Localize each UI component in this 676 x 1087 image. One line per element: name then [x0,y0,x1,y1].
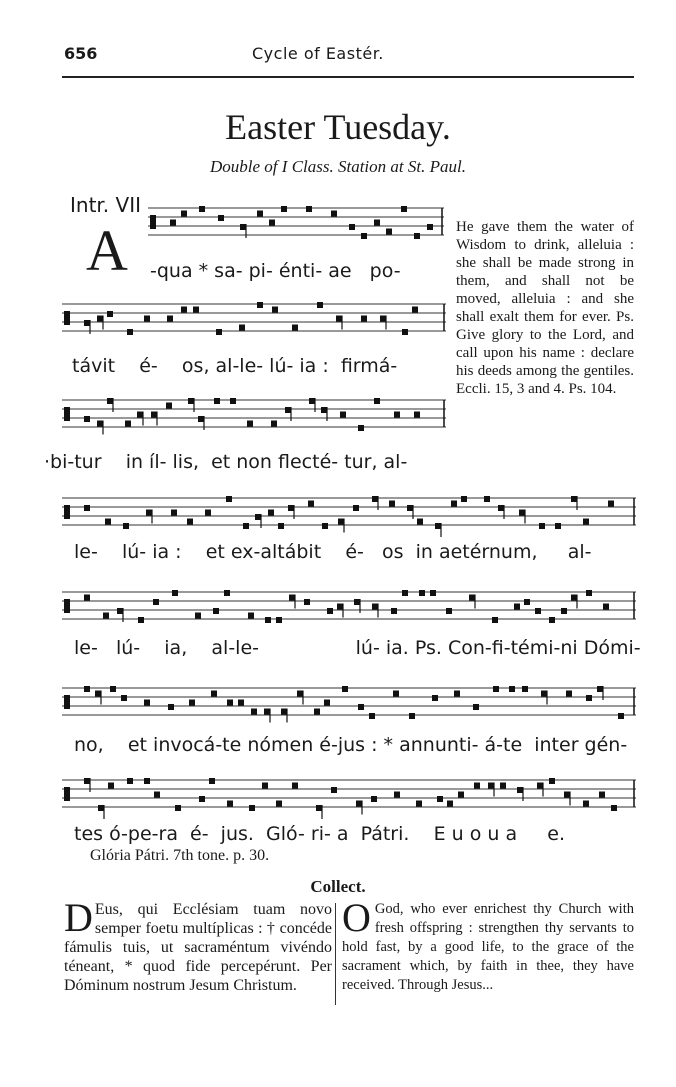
neume [358,425,364,431]
neume [549,617,555,623]
chant-staff-1 [148,200,444,252]
neume [272,307,278,313]
neume [276,617,282,623]
neume [419,590,425,596]
neume [218,215,224,221]
neume [458,792,464,798]
neume [255,514,261,520]
neume [354,599,360,605]
neume [454,691,460,697]
running-title: Cycle of Eastér. [252,44,384,63]
neume [84,778,90,784]
collect-title: Collect. [310,877,366,896]
neume [324,700,330,706]
neume [349,224,355,230]
neume [137,412,143,418]
clef-mark [64,599,70,613]
neume [230,398,236,404]
neume [198,416,204,422]
neume [105,519,111,525]
neume [361,316,367,322]
neume [271,421,277,427]
chant-staff-6 [62,680,636,732]
chant-staff-2 [62,296,446,348]
neume [95,691,101,697]
clef-mark [64,695,70,709]
chant-staff-4 [62,490,636,542]
neume [500,783,506,789]
neume [417,519,423,525]
neume [372,496,378,502]
neume [402,329,408,335]
neume [153,599,159,605]
page-number: 656 [64,44,98,63]
clef-mark [64,505,70,519]
neume [98,805,104,811]
header-rule [62,76,634,78]
neume [430,590,436,596]
neume [144,316,150,322]
neume [288,505,294,511]
neume [84,686,90,692]
neume [181,211,187,217]
neume [257,302,263,308]
page-title: Easter Tuesday. [225,107,451,147]
neume [571,496,577,502]
neume [292,783,298,789]
neume [361,233,367,239]
neume [227,801,233,807]
neume [389,501,395,507]
lyric-line-7: tes ó-pe-ra é- jus. Gló- ri- a Pátri. E u o u a e. [74,823,566,845]
neume [517,787,523,793]
neume [414,412,420,418]
collect-latin [64,895,332,995]
neume [227,700,233,706]
neume [292,325,298,331]
neume [278,523,284,529]
neume [248,613,254,619]
neume [224,590,230,596]
lyric-line-6: no, et invocá-te nómen é-jus : * annunti- á-te inter gén- [74,734,628,756]
neume [269,220,275,226]
neume [199,206,205,212]
neume [154,792,160,798]
neume [492,617,498,623]
neume [611,805,617,811]
neume [561,608,567,614]
neume [195,613,201,619]
neume [265,617,271,623]
neume [268,510,274,516]
neume [539,523,545,529]
neume [264,709,270,715]
neume [306,206,312,212]
clef-mark [64,787,70,801]
neume [257,211,263,217]
neume [189,700,195,706]
neume [127,778,133,784]
chant-staff-5 [62,584,636,636]
neume [555,523,561,529]
neume [107,398,113,404]
neume [321,407,327,413]
neume [304,599,310,605]
neume [514,604,520,610]
neume [167,316,173,322]
neume [353,505,359,511]
neume [331,787,337,793]
neume [281,206,287,212]
neume [322,523,328,529]
neume [314,709,320,715]
neume [432,695,438,701]
neume [535,608,541,614]
neume [586,590,592,596]
neume [522,686,528,692]
neume [586,695,592,701]
neume [193,307,199,313]
neume [374,398,380,404]
neume [564,792,570,798]
neume [216,329,222,335]
lyric-line-1: -qua * sa- pi- énti- ae po- [150,260,401,282]
neume [374,220,380,226]
neume [451,501,457,507]
neume [394,412,400,418]
lyric-line-2: távit é- os, al-le- lú- ia : firmá- [72,355,398,377]
collect-english-initial: O [342,895,371,940]
neume [117,608,123,614]
neume [583,801,589,807]
neume [469,595,475,601]
neume [171,510,177,516]
neume [412,307,418,313]
introit-translation: He gave them the water of Wisdom to drink, alleluia : she shall be made strong in them, and shall not be moved, alleluia : and she shall exalt them for ever. Ps. Give glory to the Lord, and call upon his name : declare his deeds among the gentiles. Eccli. 15, 3 and 4. Ps. 104. [456,219,634,397]
neume [175,805,181,811]
neume [473,704,479,710]
neume [276,801,282,807]
neume [170,220,176,226]
column-divider [335,903,336,1005]
neume [144,700,150,706]
neume [583,519,589,525]
neume [446,608,452,614]
gloria-note: Glória Pátri. 7th tone. p. 30. [90,847,270,864]
neume [447,801,453,807]
collect-english [342,895,634,995]
neume [107,311,113,317]
neume [249,805,255,811]
neume [599,792,605,798]
neume [209,778,215,784]
clef-mark [64,407,70,421]
neume [603,604,609,610]
collect-latin-text: Eus, qui Ecclésiam tuam novo semper foetu multíplicas : † concéde fámulis tuis, ut sacraméntum vivéndo téneant, * quod fide percepérunt. Per Dóminum nostrum Jesum Christum. [64,901,332,994]
neume [391,608,397,614]
neume [251,709,257,715]
neume [571,595,577,601]
neume [103,613,109,619]
neume [121,695,127,701]
neume [394,792,400,798]
neume [84,416,90,422]
neume [166,403,172,409]
neume [214,398,220,404]
lyric-line-3: ·bi-tur in íl- lis, et non flecté- tur, al- [44,451,408,473]
neume [498,505,504,511]
neume [188,398,194,404]
neume [409,713,415,719]
neume [138,617,144,623]
neume [566,691,572,697]
clef-mark [150,215,156,229]
neume [393,691,399,697]
drop-cap: A [86,218,128,283]
neume [172,590,178,596]
chant-staff-7 [62,772,636,824]
neume [493,686,499,692]
collect-english-text: God, who ever enrichest thy Church with fresh offspring : strengthen thy servants to hold fast, by a good life, to the grace of the sacrament which, by faith in thee, they have received. Through Jesus... [342,901,634,993]
neume [340,412,346,418]
neume [358,704,364,710]
neume [308,501,314,507]
neume [474,783,480,789]
neume [144,778,150,784]
neume [199,796,205,802]
neume [549,778,555,784]
neume [151,412,157,418]
neume [146,510,152,516]
neume [240,224,246,230]
neume [509,686,515,692]
neume [524,599,530,605]
neume [519,510,525,516]
neume [597,686,603,692]
neume [309,398,315,404]
neume [338,519,344,525]
neume [84,595,90,601]
neume [336,316,342,322]
neume [414,233,420,239]
page-subtitle: Double of I Class. Station at St. Paul. [210,157,466,176]
neume [488,783,494,789]
neume [239,325,245,331]
neume [401,206,407,212]
neume [243,523,249,529]
neume [110,686,116,692]
neume [371,796,377,802]
neume [484,496,490,502]
neume [238,700,244,706]
neume [187,519,193,525]
neume [84,505,90,511]
neume [297,691,303,697]
neume [181,307,187,313]
neume [386,229,392,235]
neume [168,704,174,710]
neume [437,796,443,802]
neume [407,505,413,511]
neume [342,686,348,692]
neume [211,691,217,697]
neume [402,590,408,596]
neume [247,421,253,427]
neume [97,316,103,322]
neume [461,496,467,502]
neume [331,211,337,217]
collect-latin-initial: D [64,895,93,940]
neume [289,595,295,601]
neume [281,709,287,715]
neume [285,407,291,413]
neume [337,604,343,610]
neume [262,783,268,789]
neume [108,783,114,789]
neume [537,783,543,789]
neume [356,801,362,807]
neume [213,608,219,614]
neume [317,302,323,308]
lyric-line-4: le- lú- ia : et ex-altábit é- os in aetérnum, al- [74,541,592,563]
neume [127,329,133,335]
neume [316,805,322,811]
neume [380,316,386,322]
neume [416,801,422,807]
neume [618,713,624,719]
neume [369,713,375,719]
neume [205,510,211,516]
neume [123,523,129,529]
neume [84,320,90,326]
neume [125,421,131,427]
lyric-line-5: le- lú- ia, al-le- lú- ia. Ps. Con-fi-témi-ni Dómi- [74,637,641,659]
neume [226,496,232,502]
neume [327,608,333,614]
neume [435,523,441,529]
neume [608,501,614,507]
chant-staff-3 [62,392,446,444]
clef-mark [64,311,70,325]
neume [97,421,103,427]
neume [427,224,433,230]
neume [541,691,547,697]
introit-label: Intr. VII [70,193,141,217]
neume [372,604,378,610]
